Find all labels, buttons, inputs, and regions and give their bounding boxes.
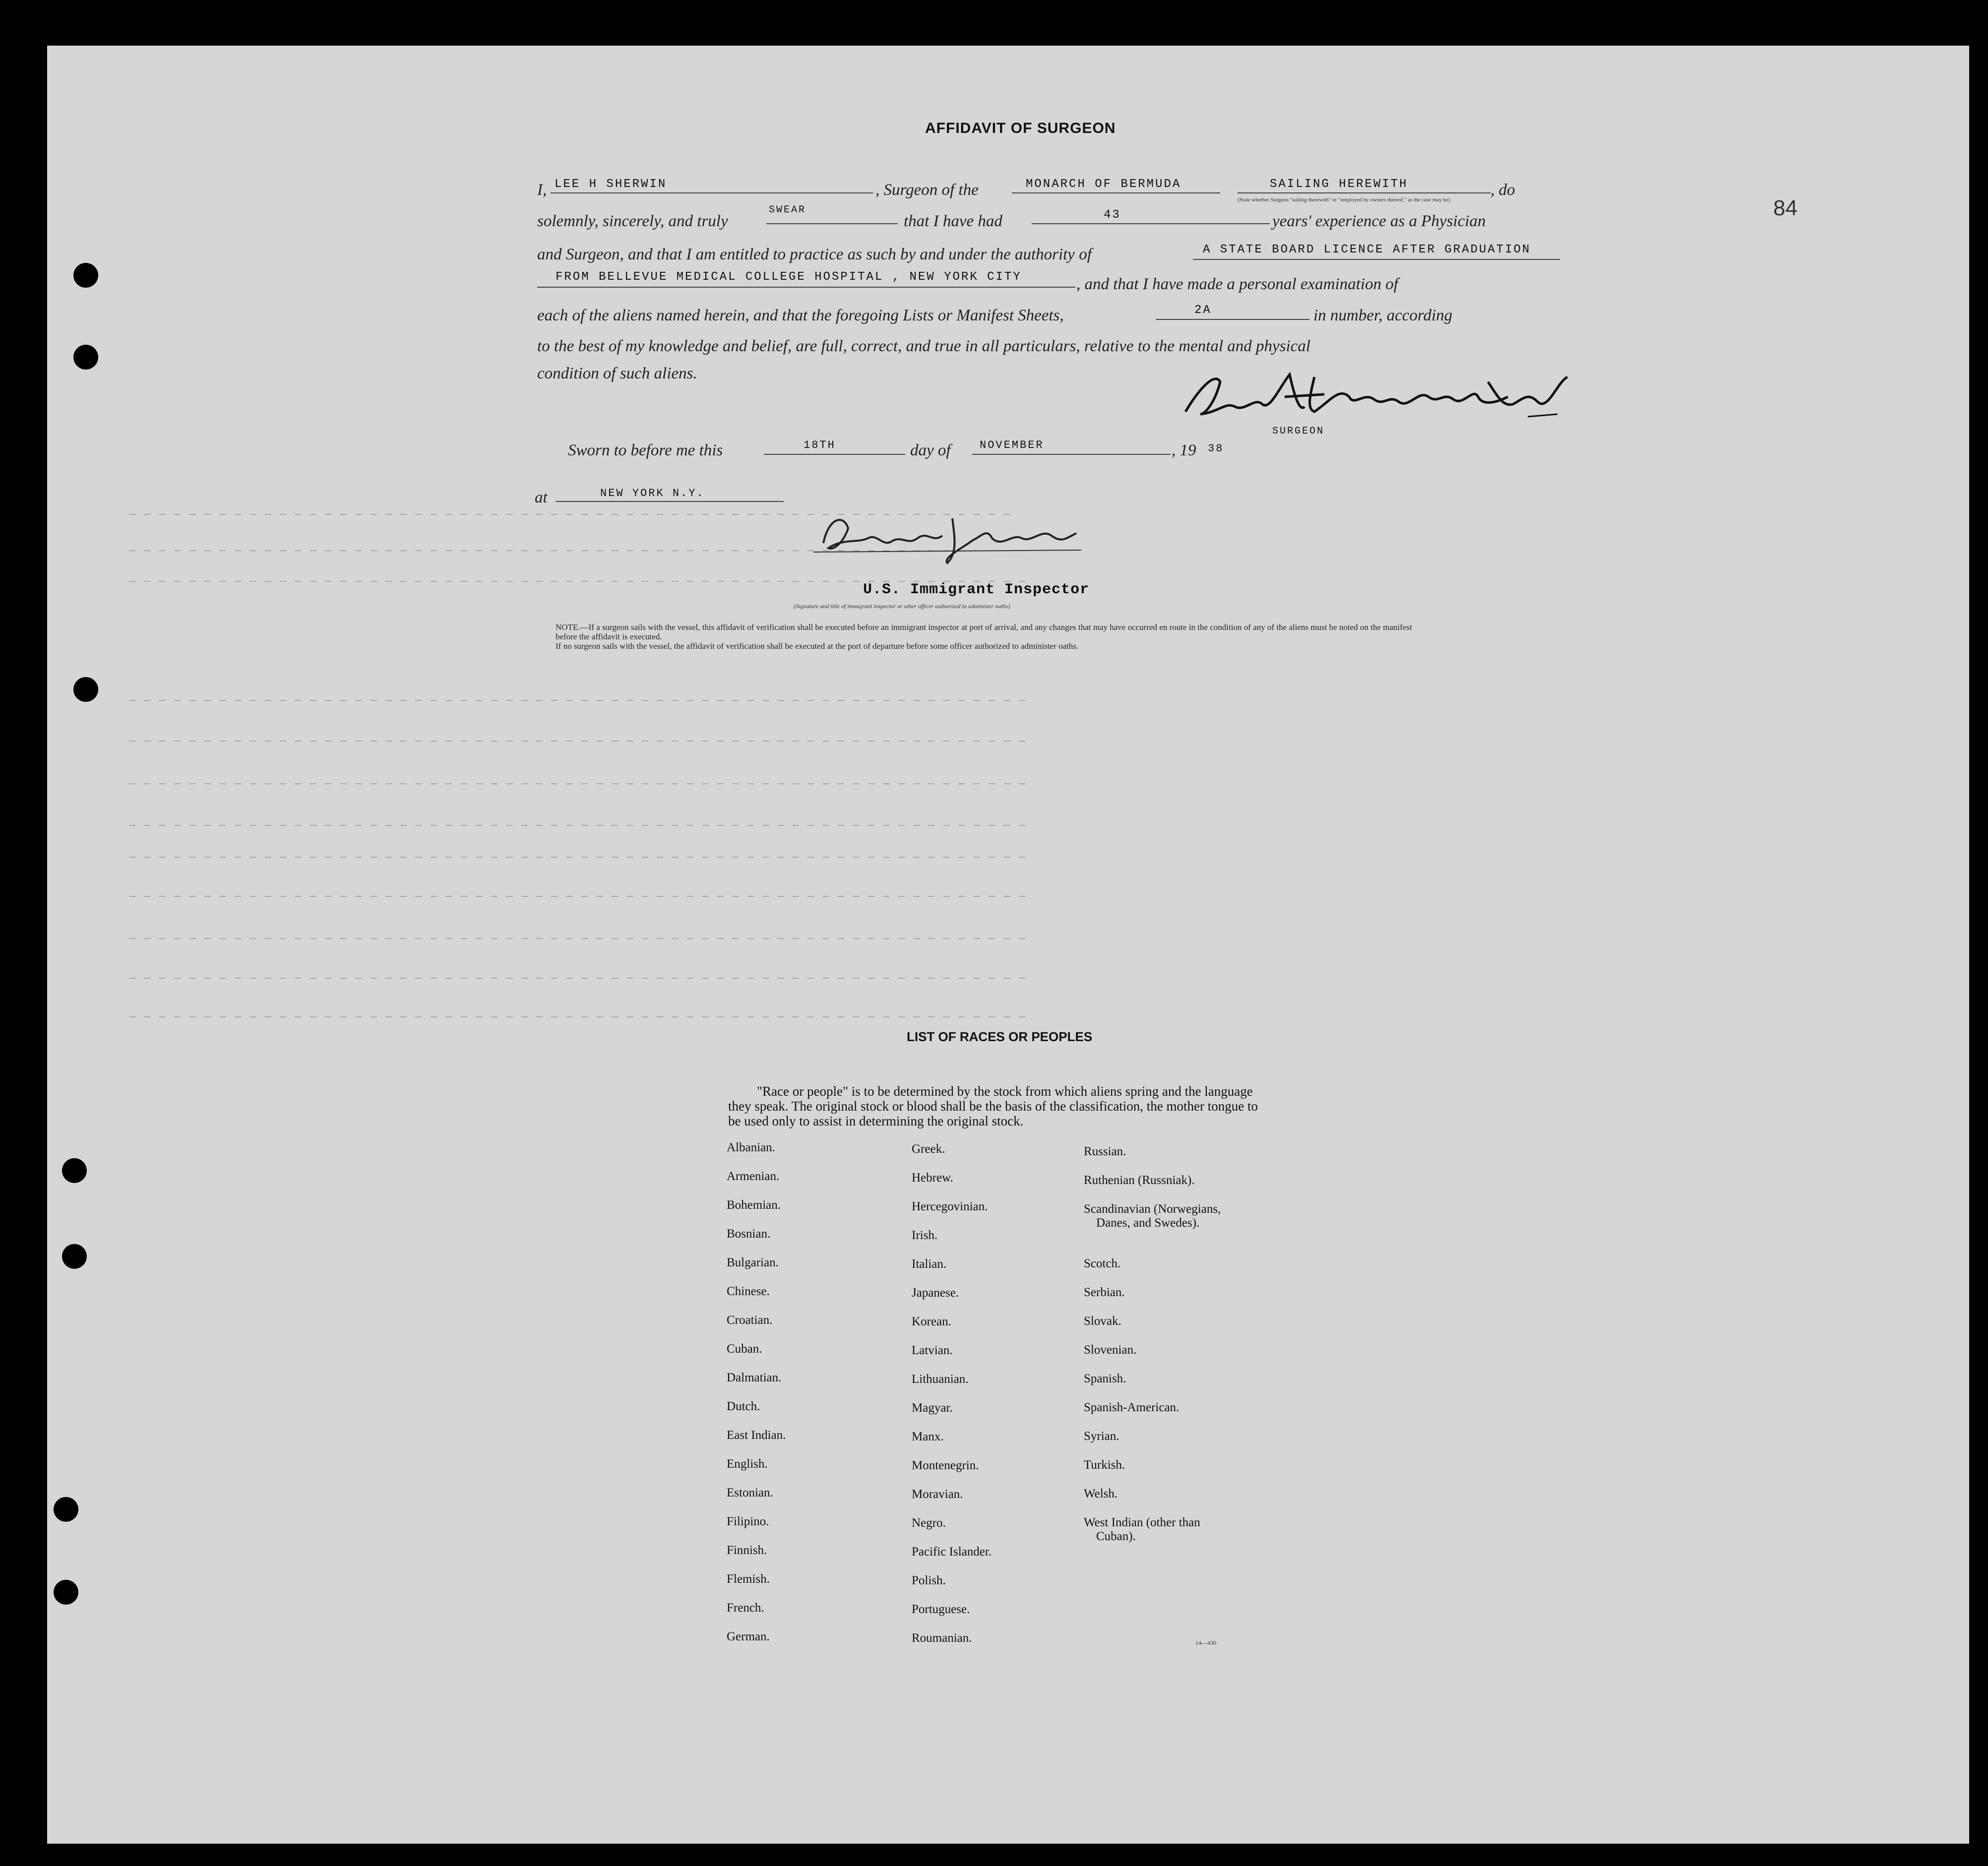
race-item: Chinese. <box>727 1285 770 1298</box>
oath-line <box>766 223 898 224</box>
race-item: Roumanian. <box>912 1631 972 1645</box>
race-item: Montenegrin. <box>912 1459 979 1472</box>
line5-end: in number, according <box>1313 307 1453 324</box>
punch-hole <box>73 345 98 370</box>
race-item: Dalmatian. <box>727 1371 782 1384</box>
race-item: Italian. <box>912 1257 947 1271</box>
race-scand-line2: Danes, and Swedes). <box>1096 1216 1200 1230</box>
race-item-scandinavian <box>1084 1202 1221 1257</box>
races-intro: "Race or people" is to be determined by the stock from which aliens spring and the language they speak. The original stock or blood shall be the basis of the classification, the mother tongue to be used only to assist in determining the original stock. <box>728 1084 1258 1128</box>
race-item: Ruthenian (Russniak). <box>1084 1174 1195 1187</box>
race-item: Syrian. <box>1084 1430 1119 1443</box>
race-item: Irish. <box>912 1229 938 1242</box>
punch-hole <box>73 677 98 702</box>
races-title: LIST OF RACES OR PEOPLES <box>907 1029 1093 1044</box>
sworn-day: 18TH <box>804 439 836 451</box>
race-item: Scotch. <box>1084 1257 1121 1270</box>
punch-hole <box>62 1244 87 1269</box>
race-item: Hercegovinian. <box>912 1200 988 1213</box>
surgeon-signature <box>1180 367 1572 432</box>
authority-2: FROM BELLEVUE MEDICAL COLLEGE HOSPITAL , NEW YORK CITY <box>556 270 1022 284</box>
sworn-year-prefix: , 19 <box>1172 441 1196 459</box>
sworn-year: 38 <box>1208 442 1224 455</box>
line4-end: , and that I have made a personal examination of <box>1076 275 1398 293</box>
race-wi-line2: Cuban). <box>1096 1530 1136 1543</box>
race-item: French. <box>727 1601 764 1615</box>
race-item: Latvian. <box>912 1344 953 1357</box>
authority-2-line <box>537 287 1075 288</box>
race-item: Albanian. <box>727 1141 775 1154</box>
inspector-caption: (Signature and title of immigrant inspector or other officer authorized to administer oaths) <box>794 603 1010 610</box>
sworn-month-line <box>972 454 1171 455</box>
race-item: Dutch. <box>727 1400 760 1413</box>
race-item: Manx. <box>912 1430 944 1443</box>
vessel-name: MONARCH OF BERMUDA <box>1026 178 1181 191</box>
note-line2: If no surgeon sails with the vessel, the affidavit of verification shall be executed at the port of departure before some officer authorized to administer oaths. <box>556 641 1079 651</box>
sailing-status-line <box>1238 192 1491 193</box>
note-label: NOTE. <box>556 622 580 632</box>
line2-prefix: solemnly, sincerely, and truly <box>537 212 728 230</box>
race-item: Armenian. <box>727 1170 780 1183</box>
punch-hole <box>62 1158 87 1183</box>
authority-1: A STATE BOARD LICENCE AFTER GRADUATION <box>1203 243 1531 256</box>
years-experience: 43 <box>1104 208 1121 222</box>
oath-word: SWEAR <box>769 204 807 216</box>
line7: condition of such aliens. <box>537 365 697 382</box>
race-item: German. <box>727 1630 770 1643</box>
race-item: Magyar. <box>912 1401 953 1415</box>
punch-hole <box>54 1497 78 1522</box>
race-item: Cuban. <box>727 1342 762 1356</box>
race-item: Bulgarian. <box>727 1256 779 1269</box>
status-note: (State whether Surgeon "sailing therewith" or "employed by owners thereof," as the case may be) <box>1238 197 1450 203</box>
race-item: Croatian. <box>727 1313 773 1327</box>
race-item: Turkish. <box>1084 1458 1125 1472</box>
place: NEW YORK N.Y. <box>600 487 705 499</box>
sworn-day-line <box>764 454 905 455</box>
inspector-signature <box>813 508 1081 573</box>
sworn-prefix: Sworn to before me this <box>568 441 723 459</box>
race-item: Spanish. <box>1084 1372 1126 1385</box>
race-item: Filipino. <box>727 1515 769 1528</box>
form-number: 14—430 <box>1195 1639 1216 1646</box>
race-item: Lithuanian. <box>912 1372 969 1386</box>
race-scand-line1: Scandinavian (Norwegians, <box>1084 1202 1221 1216</box>
sheets-line <box>1156 319 1309 320</box>
page-number: 84 <box>1773 196 1798 220</box>
line1-end: , do <box>1491 181 1515 199</box>
note-line1: —If a surgeon sails with the vessel, this affidavit of verification shall be executed before an immigrant inspector at port of arrival, and any changes that may have occurred en route in the condition of any of the aliens must be noted on the manifest before the affidavit is executed. <box>556 622 1412 641</box>
punch-hole <box>73 263 98 288</box>
line5-prefix: each of the aliens named herein, and that the foregoing Lists or Manifest Sheets, <box>537 307 1064 324</box>
surgeon-name-line <box>551 192 873 193</box>
race-item: Spanish-American. <box>1084 1401 1180 1414</box>
affidavit-title: AFFIDAVIT OF SURGEON <box>925 120 1116 136</box>
race-item: Polish. <box>912 1574 946 1587</box>
line2-end: years' experience as a Physician <box>1272 212 1486 230</box>
signature-role: SURGEON <box>1272 426 1325 437</box>
race-item: Hebrew. <box>912 1171 953 1184</box>
race-item: Finnish. <box>727 1544 767 1557</box>
races-column-2 <box>912 1142 992 1660</box>
race-item: Korean. <box>912 1315 951 1328</box>
race-item: Greek. <box>912 1142 945 1156</box>
race-item: Bohemian. <box>727 1198 781 1212</box>
sworn-month: NOVEMBER <box>980 439 1044 451</box>
line1-prefix: I, <box>537 181 547 199</box>
line3-prefix: and Surgeon, and that I am entitled to practice as such by and under the authority of <box>537 246 1092 263</box>
race-item-west-indian <box>1084 1516 1221 1551</box>
race-item: Bosnian. <box>727 1227 771 1241</box>
years-line <box>1032 223 1270 224</box>
race-item: Pacific Islander. <box>912 1545 992 1558</box>
race-item: Serbian. <box>1084 1286 1125 1299</box>
place-line <box>556 501 784 502</box>
race-wi-line1: West Indian (other than <box>1084 1516 1200 1529</box>
sworn-mid: day of <box>910 441 951 459</box>
race-item: Slovenian. <box>1084 1343 1137 1357</box>
race-item: Estonian. <box>727 1486 773 1499</box>
race-item: Moravian. <box>912 1488 963 1501</box>
race-item: Flemish. <box>727 1572 770 1586</box>
race-item: East Indian. <box>727 1429 786 1442</box>
race-item: Slovak. <box>1084 1314 1121 1328</box>
race-item: Negro. <box>912 1516 946 1530</box>
at-label: at <box>535 489 548 506</box>
line2-mid: that I have had <box>904 212 1002 230</box>
race-item: Welsh. <box>1084 1487 1118 1500</box>
sheets-count: 2A <box>1194 304 1212 317</box>
note-block <box>556 622 1419 651</box>
authority-1-line <box>1193 259 1560 260</box>
line1-mid: , Surgeon of the <box>875 181 979 199</box>
races-column-1 <box>727 1141 786 1659</box>
surgeon-name: LEE H SHERWIN <box>555 178 667 191</box>
inspector-title: U.S. Immigrant Inspector <box>863 581 1090 598</box>
races-column-3 <box>1084 1145 1221 1551</box>
sailing-status: SAILING HEREWITH <box>1270 178 1408 191</box>
line6: to the best of my knowledge and belief, are full, correct, and true in all particulars, relative to the mental and physical <box>537 337 1310 355</box>
race-item: Japanese. <box>912 1286 959 1300</box>
punch-hole <box>54 1580 78 1605</box>
race-item: Portuguese. <box>912 1603 970 1616</box>
race-item: Russian. <box>1084 1145 1126 1158</box>
race-item: English. <box>727 1457 768 1471</box>
vessel-name-line <box>1012 192 1220 193</box>
